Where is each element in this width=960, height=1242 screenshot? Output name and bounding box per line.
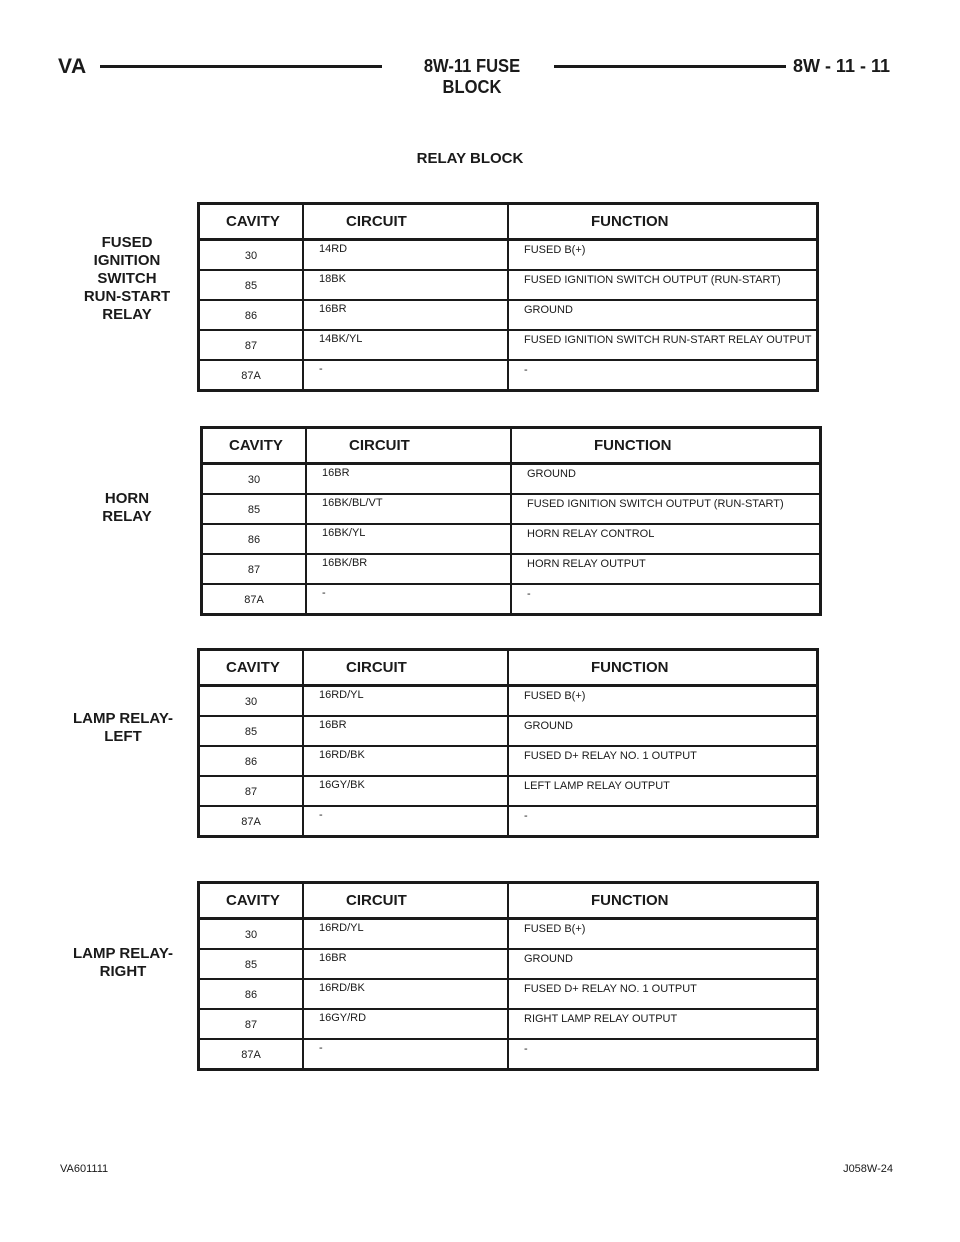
circuit-cell: 14RD [319, 243, 348, 255]
table-row [200, 241, 816, 271]
circuit-cell: 16RD/BK [319, 749, 365, 761]
function-cell: GROUND [524, 953, 573, 965]
circuit-cell: - [319, 809, 323, 821]
function-cell: HORN RELAY CONTROL [527, 528, 655, 540]
table-header-row [200, 884, 816, 920]
table-row [200, 331, 816, 361]
header-title: 8W-11 FUSE BLOCK [423, 56, 521, 97]
cavity-cell: 86 [247, 534, 261, 546]
cavity-cell: 30 [244, 696, 258, 708]
relay-table-ignition-run-start [197, 202, 819, 392]
circuit-cell: 16BR [322, 467, 350, 479]
cavity-cell: 86 [244, 310, 258, 322]
cavity-cell: 86 [244, 756, 258, 768]
header-rule-left [100, 65, 382, 68]
function-cell: LEFT LAMP RELAY OUTPUT [524, 780, 670, 792]
circuit-cell: 16BR [319, 719, 347, 731]
table-row [203, 465, 819, 495]
relay-label-line: RELAY [102, 306, 152, 323]
cavity-cell: 87 [247, 564, 261, 576]
figure-id-left: VA601111 [60, 1163, 109, 1175]
function-cell: HORN RELAY OUTPUT [527, 558, 646, 570]
relay-label-line: RELAY [102, 508, 152, 525]
header-section-code: VA [58, 55, 87, 78]
table-row [200, 717, 816, 747]
function-cell: FUSED B(+) [524, 690, 586, 702]
cavity-cell: 87 [244, 340, 258, 352]
table-row [200, 301, 816, 331]
table-row [200, 807, 816, 835]
relay-table-lamp-right [197, 881, 819, 1071]
circuit-cell: 16BK/YL [322, 527, 366, 539]
table-row [203, 585, 819, 613]
relay-label-line: FUSED [101, 234, 153, 251]
function-cell: FUSED D+ RELAY NO. 1 OUTPUT [524, 750, 697, 762]
circuit-cell: - [319, 363, 323, 375]
cavity-cell: 87A [241, 370, 261, 382]
table-row [200, 1010, 816, 1040]
circuit-cell: 16BR [319, 303, 347, 315]
column-header-circuit: CIRCUIT [346, 659, 407, 676]
function-cell: FUSED D+ RELAY NO. 1 OUTPUT [524, 983, 697, 995]
cavity-cell: 85 [244, 726, 258, 738]
circuit-cell: 16RD/YL [319, 689, 364, 701]
table-row [200, 1040, 816, 1068]
table-row [200, 950, 816, 980]
function-cell: - [524, 810, 528, 822]
relay-label-line: LAMP RELAY- [72, 710, 174, 727]
column-header-circuit: CIRCUIT [346, 892, 407, 909]
relay-label-line: IGNITION [93, 252, 161, 269]
relay-label-horn [52, 490, 202, 526]
header-rule-right [554, 65, 786, 68]
circuit-cell: 14BK/YL [319, 333, 363, 345]
circuit-cell: 16BK/BL/VT [322, 497, 383, 509]
table-row [203, 555, 819, 585]
column-header-circuit: CIRCUIT [349, 437, 410, 454]
cavity-cell: 86 [244, 989, 258, 1001]
cavity-cell: 87A [241, 816, 261, 828]
function-cell: FUSED IGNITION SWITCH OUTPUT (RUN-START) [524, 274, 781, 286]
table-row [200, 687, 816, 717]
column-header-function: FUNCTION [591, 659, 669, 676]
relay-label-line: LEFT [104, 728, 142, 745]
circuit-cell: 16BK/BR [322, 557, 368, 569]
cavity-cell: 30 [244, 929, 258, 941]
cavity-cell: 85 [244, 280, 258, 292]
circuit-cell: 18BK [319, 273, 346, 285]
function-cell: GROUND [524, 304, 573, 316]
circuit-cell: - [319, 1042, 323, 1054]
table-row [200, 777, 816, 807]
table-row [200, 980, 816, 1010]
relay-label-line: RIGHT [99, 963, 147, 980]
function-cell: - [524, 364, 528, 376]
figure-id-right: J058W-24 [843, 1163, 893, 1175]
cavity-cell: 87 [244, 1019, 258, 1031]
table-row [203, 525, 819, 555]
column-header-cavity: CAVITY [229, 437, 283, 454]
cavity-cell: 87 [244, 786, 258, 798]
table-header-row [203, 429, 819, 465]
relay-table-horn [200, 426, 822, 616]
column-header-cavity: CAVITY [226, 892, 280, 909]
column-header-cavity: CAVITY [226, 213, 280, 230]
relay-table-lamp-left [197, 648, 819, 838]
function-cell: GROUND [524, 720, 573, 732]
table-row [200, 920, 816, 950]
circuit-cell: - [322, 587, 326, 599]
circuit-cell: 16GY/BK [319, 779, 365, 791]
page-header [58, 55, 890, 97]
table-row [200, 361, 816, 389]
cavity-cell: 30 [247, 474, 261, 486]
cavity-cell: 85 [244, 959, 258, 971]
cavity-cell: 30 [244, 250, 258, 262]
relay-label-line: HORN [104, 490, 150, 507]
table-row [203, 495, 819, 525]
relay-label-line: LAMP RELAY- [72, 945, 174, 962]
table-row [200, 271, 816, 301]
circuit-cell: 16GY/RD [319, 1012, 367, 1024]
relay-block-title: RELAY BLOCK [416, 150, 524, 167]
function-cell: RIGHT LAMP RELAY OUTPUT [524, 1013, 678, 1025]
column-header-cavity: CAVITY [226, 659, 280, 676]
relay-label-line: SWITCH [97, 270, 157, 287]
circuit-cell: 16RD/YL [319, 922, 364, 934]
table-header-row [200, 651, 816, 687]
cavity-cell: 87A [244, 594, 264, 606]
relay-label-lamp-right [48, 945, 198, 981]
relay-label-ignition-run-start [52, 234, 202, 324]
header-page-number: 8W - 11 - 11 [792, 56, 890, 76]
column-header-circuit: CIRCUIT [346, 213, 407, 230]
function-cell: - [524, 1043, 528, 1055]
function-cell: - [527, 588, 531, 600]
function-cell: FUSED B(+) [524, 923, 586, 935]
column-header-function: FUNCTION [591, 213, 669, 230]
cavity-cell: 85 [247, 504, 261, 516]
circuit-cell: 16BR [319, 952, 347, 964]
table-header-row [200, 205, 816, 241]
column-header-function: FUNCTION [594, 437, 672, 454]
function-cell: FUSED IGNITION SWITCH OUTPUT (RUN-START) [527, 498, 784, 510]
circuit-cell: 16RD/BK [319, 982, 365, 994]
function-cell: FUSED IGNITION SWITCH RUN-START RELAY OUTPUT [524, 334, 812, 346]
function-cell: FUSED B(+) [524, 244, 586, 256]
cavity-cell: 87A [241, 1049, 261, 1061]
table-row [200, 747, 816, 777]
relay-label-line: RUN-START [83, 288, 171, 305]
column-header-function: FUNCTION [591, 892, 669, 909]
relay-label-lamp-left [48, 710, 198, 746]
function-cell: GROUND [527, 468, 576, 480]
